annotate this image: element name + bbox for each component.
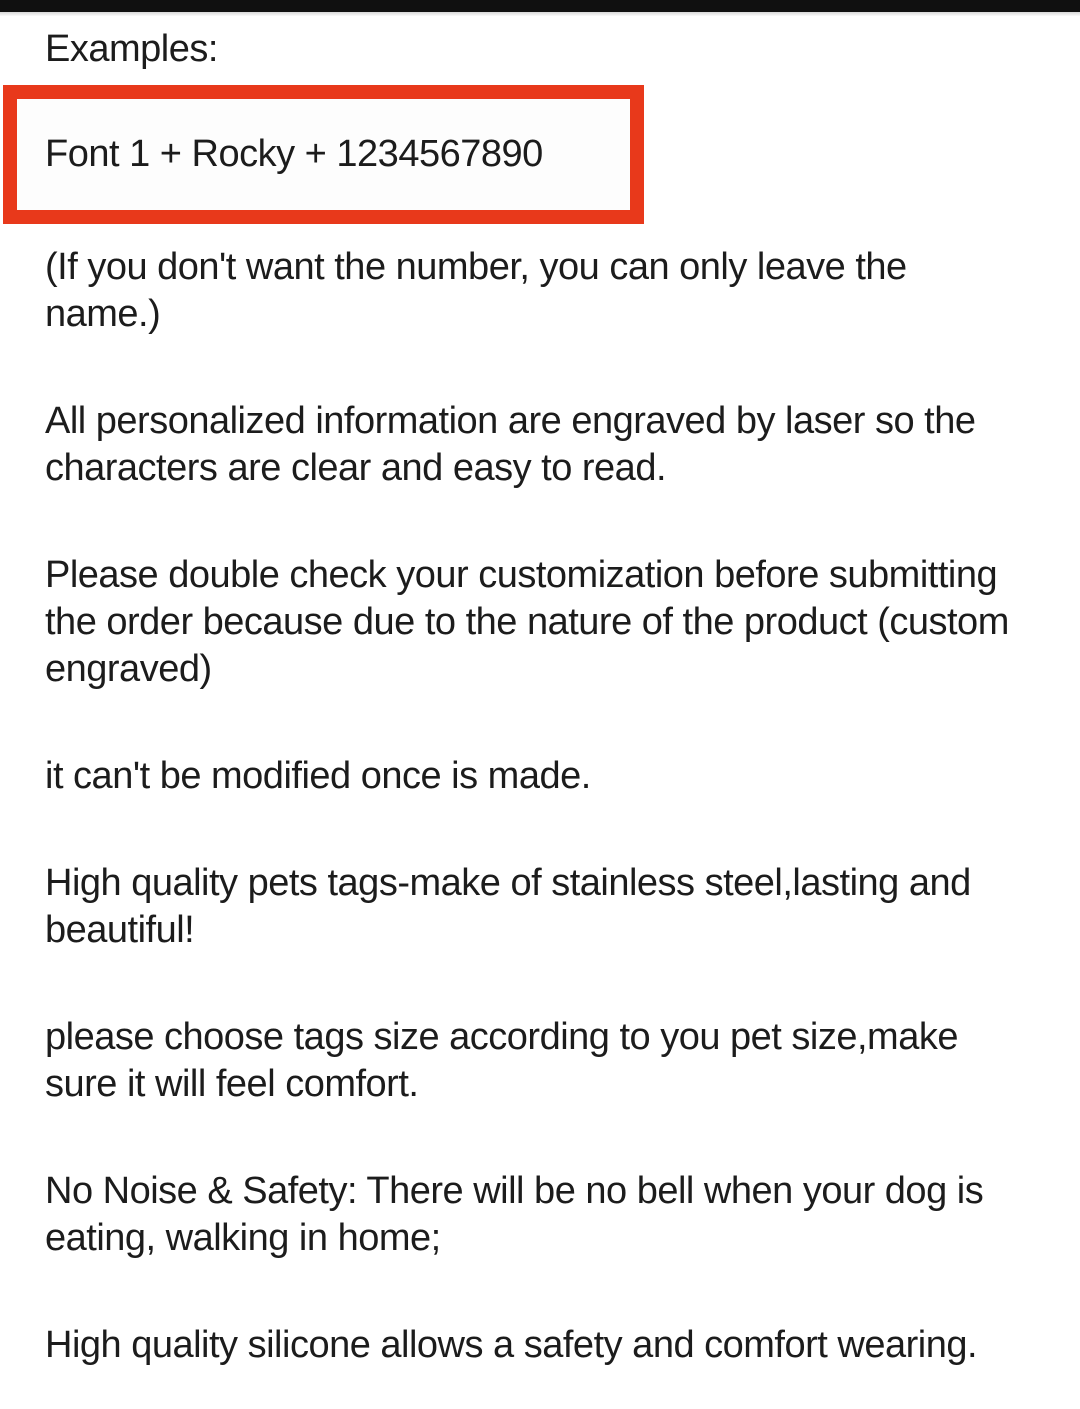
paragraph (45, 398, 1050, 492)
description-content (0, 16, 1080, 1409)
text-line: beautiful! (45, 909, 195, 951)
text-line: sure it will feel comfort. (45, 1063, 419, 1105)
text-line: eating, walking in home; (45, 1217, 441, 1259)
paragraph (45, 1014, 1050, 1108)
paragraph (45, 244, 1050, 338)
text-line: please choose tags size according to you pet size,make (45, 1016, 958, 1058)
text-line: No Noise & Safety: There will be no bell when your dog is (45, 1170, 984, 1212)
text-line: All personalized information are engraved by laser so the (45, 400, 976, 442)
text-line: Please double check your customization before submitting (45, 554, 998, 596)
paragraph-list (45, 244, 1050, 1369)
paragraph (45, 1168, 1050, 1262)
top-black-bar (0, 0, 1080, 12)
text-line: it can't be modified once is made. (45, 755, 591, 797)
text-line: engraved) (45, 648, 212, 690)
text-line: the order because due to the nature of the product (custom (45, 601, 1009, 643)
text-line: High quality pets tags-make of stainless steel,lasting and (45, 862, 971, 904)
examples-label: Examples: (45, 28, 218, 70)
paragraph (45, 860, 1050, 954)
example-text: Font 1 + Rocky + 1234567890 (45, 133, 543, 175)
text-line: (If you don't want the number, you can only leave the (45, 246, 907, 288)
text-line: characters are clear and easy to read. (45, 447, 667, 489)
example-highlight-box (3, 85, 644, 224)
paragraph (45, 753, 1050, 800)
paragraph (45, 552, 1050, 693)
paragraph (45, 1322, 1050, 1369)
text-line: name.) (45, 293, 161, 335)
text-line: High quality silicone allows a safety and comfort wearing. (45, 1324, 978, 1366)
